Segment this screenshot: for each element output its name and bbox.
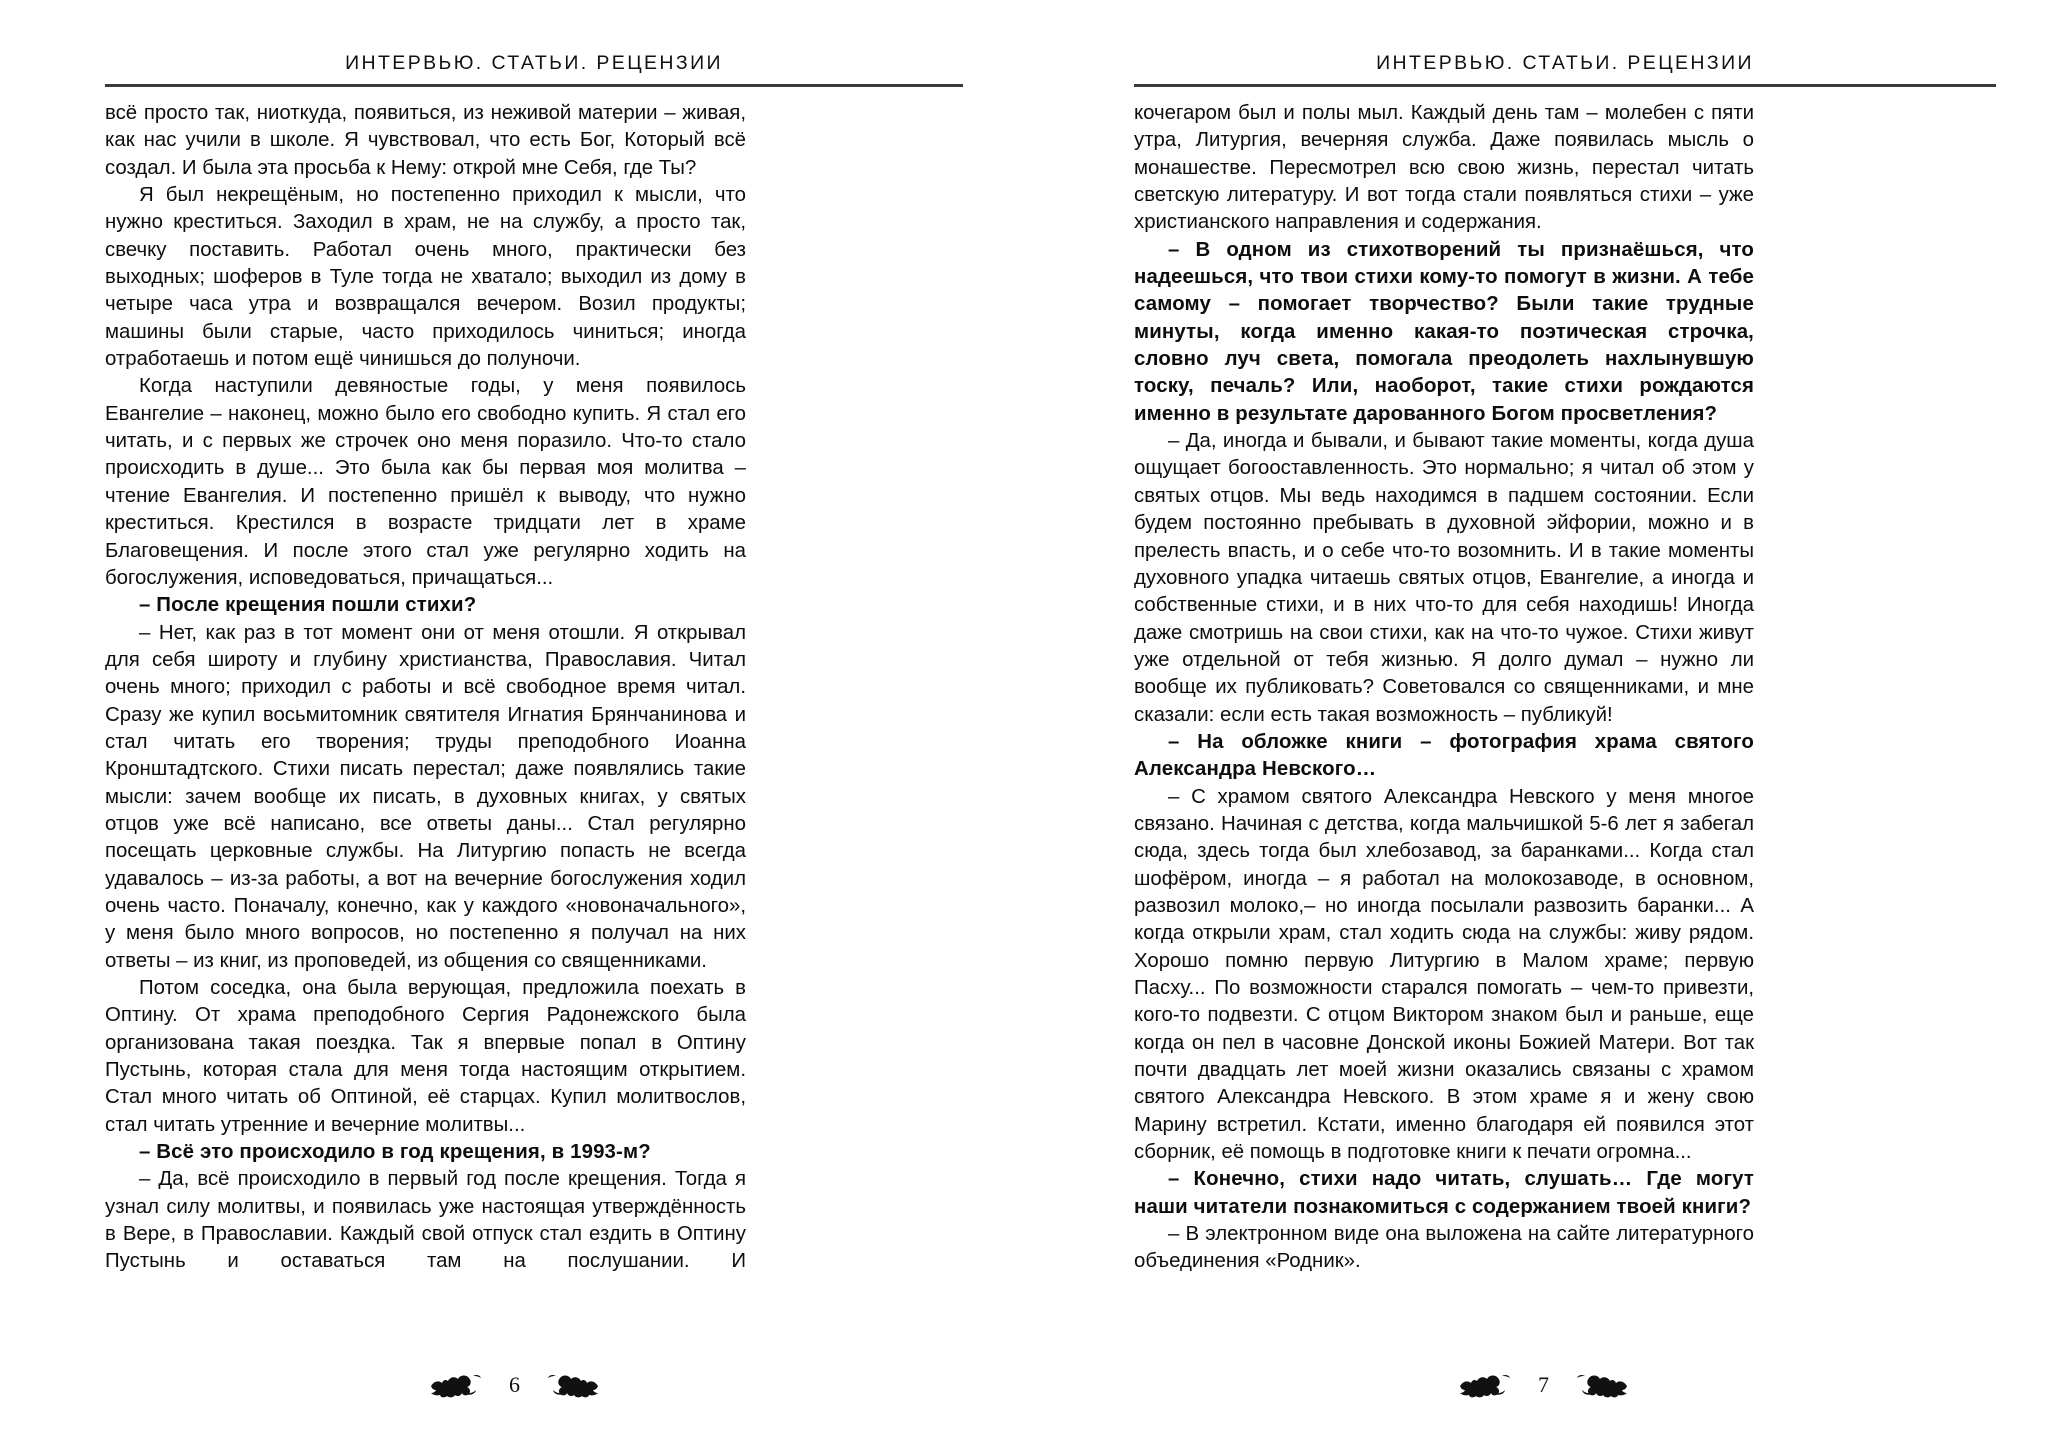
footer-left <box>0 1370 1029 1400</box>
page-number: 6 <box>509 1372 520 1397</box>
paragraph: – С храмом святого Александра Невского у меня многое связано. Начиная с детства, когда мальчишкой 5-6 лет я забегал сюда, здесь тогда был хлебозавод, за баранками... Когда стал шофёром, иногда – я работал на молокозаводе, в основном, развозил молоко,– но иногда посылали развозить баранки... А когда открыли храм, стал ходить сюда на службы: живу рядом. Хорошо помню первую Литургию в Малом храме; первую Пасху... По возможности старался помогать – чем-то привезти, кого-то подвезти. С отцом Виктором знаком был и раньше, еще когда он пел в часовне Донской иконы Божией Матери. Вот так почти двадцать лет моей жизни оказались связаны с храмом святого Александра Невского. В этом храме я и жену свою Марину встретил. Кстати, именно благодаря ей появился этот сборник, её помощь в подготовке книги к печати огромна... <box>1134 785 1754 1164</box>
left-page-text-column <box>105 100 746 1276</box>
right-page <box>1029 0 2058 1454</box>
interview-question: – После крещения пошли стихи? <box>139 594 477 617</box>
paragraph: – Да, иногда и бывали, и бывают такие моменты, когда душа ощущает богооставленность. Это нормально; я читал об этом у святых отцов. Мы ведь находимся в падшем состоянии. Если будем постоянно пребывать в духовной эйфории, можно и в прелесть впасть, и о себе что-то возомнить. И в такие моменты духовного упадка читаешь святых отцов, Евангелие, а иногда и собственные стихи, и в них что-то для себя находишь! Иногда даже смотришь на свои стихи, как на что-то чужое. Стихи живут уже отдельной от тебя жизнью. Я долго думал – нужно ли вообще их публиковать? Советовался со священниками, и мне сказали: если есть такая возможность – публикуй! <box>1134 430 1754 726</box>
running-head-left: ИНТЕРВЬЮ. СТАТЬИ. РЕЦЕНЗИИ <box>345 52 723 74</box>
floral-ornament-icon <box>429 1370 493 1400</box>
paragraph: кочегаром был и полы мыл. Каждый день там – молебен с пяти утра, Литургия, вечерняя служба. Даже появилась мысль о монашестве. Пересмотрел всю свою жизнь, перестал читать светскую литературу. И вот тогда стали появляться стихи – уже христианского направления и содержания. <box>1134 102 1754 234</box>
running-head-right: ИНТЕРВЬЮ. СТАТЬИ. РЕЦЕНЗИИ <box>1376 52 1754 74</box>
paragraph: всё просто так, ниоткуда, появиться, из неживой материи – живая, как нас учили в школе. Я чувствовал, что есть Бог, Который всё создал. И была эта просьба к Нему: открой мне Себя, где Ты? <box>105 102 746 179</box>
floral-ornament-icon <box>1458 1370 1522 1400</box>
interview-question: – Всё это происходило в год крещения, в 1993-м? <box>139 1141 651 1164</box>
paragraph: – Да, всё происходило в первый год после крещения. Тогда я узнал силу молитвы, и появилась уже настоящая утверждённость в Вере, в Православии. Каждый свой отпуск стал ездить в Оптину Пустынь и оставаться там на послушании. И <box>105 1168 746 1273</box>
floral-ornament-icon <box>536 1370 600 1400</box>
paragraph: – Нет, как раз в тот момент они от меня отошли. Я открывал для себя широту и глубину христианства, Православия. Читал очень много; приходил с работы и всё свободное время читал. Сразу же купил восьмитомник святителя Игнатия Брянчанинова и стал читать его творения; труды преподобного Иоанна Кронштадтского. Стихи писать перестал; даже появлялись такие мысли: зачем вообще их писать, в духовных книгах, у святых отцов уже всё написано, все ответы даны... Стал регулярно посещать церковные службы. На Литургию попасть не всегда удавалось – из-за работы, а вот на вечерние богослужения ходил очень часто. Поначалу, конечно, как у каждого «новоначального», у меня было много вопросов, но постепенно я получал на них ответы – из книг, из проповедей, из общения со священниками. <box>105 621 746 972</box>
footer-right <box>1029 1370 2058 1400</box>
interview-question: – На обложке книги – фотография храма святого Александра Невского… <box>1134 730 1754 781</box>
right-page-text-column <box>1134 100 1754 1276</box>
paragraph: Я был некрещёным, но постепенно приходил к мысли, что нужно креститься. Заходил в храм, не на службу, а просто так, свечку поставить. Работал очень много, практически без выходных; шоферов в Туле тогда не хватало; выходил из дому в четыре часа утра и возвращался вечером. Возил продукты; машины были старые, часто приходилось чиниться; иногда отработаешь и потом ещё чинишься до полуночи. <box>105 184 746 371</box>
paragraph: – В электронном виде она выложена на сайте литературного объединения «Родник». <box>1134 1223 1754 1273</box>
interview-question: – В одном из стихотворений ты признаёшься, что надеешься, что твои стихи кому-то помогут в жизни. А тебе самому – помогает творчество? Были такие трудные минуты, когда именно какая-то поэтическая строчка, словно луч света, помогала преодолеть нахлынувшую тоску, печаль? Или, наоборот, такие стихи рождаются именно в результате дарованного Богом просветления? <box>1134 238 1754 425</box>
paragraph: Когда наступили девяностые годы, у меня появилось Евангелие – наконец, можно было его свободно купить. Я стал его читать, и с первых же строчек оно меня поразило. Что-то стало происходить в душе... Это была как бы первая моя молитва – чтение Евангелия. И постепенно пришёл к выводу, что нужно креститься. Крестился в возрасте тридцати лет в храме Благовещения. И после этого стал уже регулярно ходить на богослужения, исповедоваться, причащаться... <box>105 375 746 589</box>
interview-question: – Конечно, стихи надо читать, слушать… Где могут наши читатели познакомиться с содержанием твоей книги? <box>1134 1168 1754 1218</box>
header-rule-left <box>105 84 963 87</box>
header-rule-right <box>1134 84 1996 87</box>
page-number: 7 <box>1538 1372 1549 1397</box>
paragraph: Потом соседка, она была верующая, предложила поехать в Оптину. От храма преподобного Сергия Радонежского была организована такая поездка. Так я впервые попал в Оптину Пустынь, которая стала для меня тогда настоящим открытием. Стал много читать об Оптиной, её старцах. Купил молитвослов, стал читать утренние и вечерние молитвы... <box>105 977 746 1136</box>
floral-ornament-icon <box>1565 1370 1629 1400</box>
